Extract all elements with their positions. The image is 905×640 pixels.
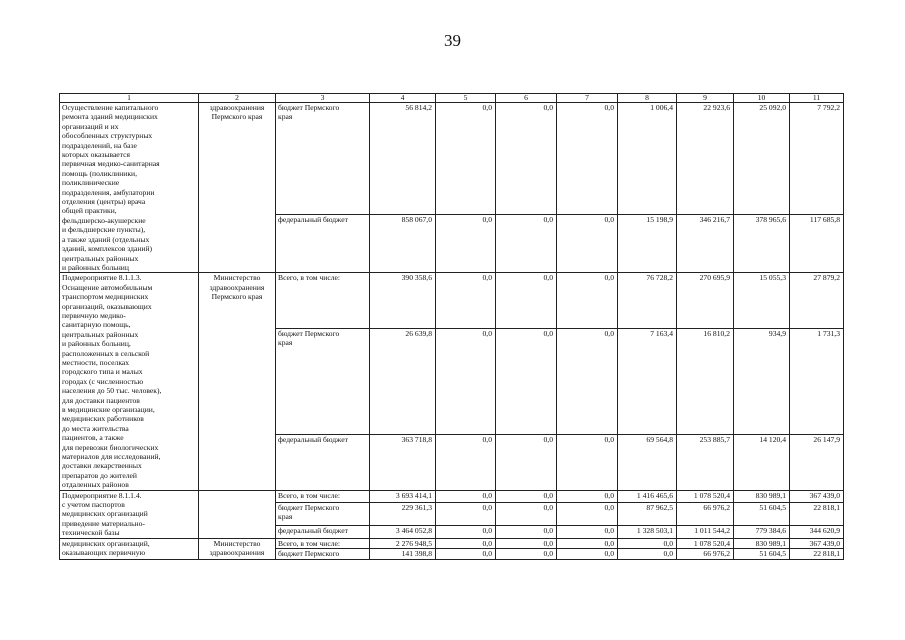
amount-cell: 0,0 xyxy=(436,490,496,502)
activity-description-line: отдаленных районов xyxy=(62,480,129,490)
activity-description-line: технической базы xyxy=(62,528,120,538)
funding-source-line: Всего, в том числе: xyxy=(278,538,340,548)
amount-cell: 346 216,7 xyxy=(677,214,734,273)
funding-source xyxy=(276,502,370,525)
page-number: 39 xyxy=(444,31,461,50)
amount-cell: 0,0 xyxy=(618,549,677,559)
amount-cell: 0,0 xyxy=(557,434,618,490)
funding-source-line: федеральный бюджет xyxy=(278,526,348,536)
activity-description-line: препаратов до жителей xyxy=(62,470,137,480)
amount-cell: 1 328 503,1 xyxy=(618,526,677,538)
amount-cell: 1 078 520,4 xyxy=(677,490,734,502)
amount-cell: 22 818,1 xyxy=(790,502,844,525)
activity-description-line: общей практики, xyxy=(62,206,117,216)
amount-cell: 3 693 414,1 xyxy=(370,490,436,502)
funding-source xyxy=(276,273,370,329)
amount-cell: 0,0 xyxy=(557,273,618,329)
amount-cell: 26 639,8 xyxy=(370,328,436,434)
amount-cell: 0,0 xyxy=(496,273,557,329)
activity-description-line: и районных больниц xyxy=(62,262,129,272)
amount-cell: 0,0 xyxy=(557,502,618,525)
activity-description-line: доставки лекарственных xyxy=(62,461,142,471)
activity-description xyxy=(60,538,199,559)
column-number: 7 xyxy=(557,94,618,103)
table-row xyxy=(60,490,844,502)
activity-description-line: первичная медико-санитарная xyxy=(62,159,160,169)
amount-cell: 87 962,5 xyxy=(618,502,677,525)
activity-description-line: Осуществление капитального xyxy=(62,103,159,112)
amount-cell: 0,0 xyxy=(496,103,557,215)
funding-source xyxy=(276,549,370,559)
amount-cell: 0,0 xyxy=(557,526,618,538)
table-row xyxy=(60,273,844,329)
funding-source-line: бюджет Пермского xyxy=(278,549,340,559)
budget-table xyxy=(59,93,844,560)
amount-cell: 0,0 xyxy=(557,549,618,559)
amount-cell: 15 198,9 xyxy=(618,214,677,273)
amount-cell: 779 384,6 xyxy=(734,526,790,538)
amount-cell: 14 120,4 xyxy=(734,434,790,490)
funding-source-line: края xyxy=(278,112,293,122)
amount-cell: 15 055,3 xyxy=(734,273,790,329)
amount-cell: 0,0 xyxy=(436,214,496,273)
funding-source xyxy=(276,103,370,215)
amount-cell: 0,0 xyxy=(496,490,557,502)
amount-cell: 830 989,1 xyxy=(734,538,790,548)
amount-cell: 2 276 948,5 xyxy=(370,538,436,548)
amount-cell: 0,0 xyxy=(496,214,557,273)
amount-cell: 0,0 xyxy=(496,328,557,434)
amount-cell: 0,0 xyxy=(557,328,618,434)
executor-line: здравоохранения xyxy=(209,548,265,558)
executor xyxy=(199,273,276,490)
activity-description-line: и фельдшерские пункты), xyxy=(62,225,146,235)
activity-description-line: подразделений, на базе xyxy=(62,140,137,150)
amount-cell: 0,0 xyxy=(496,434,557,490)
executor-line: здравоохранения xyxy=(209,103,265,112)
activity-description-line: первичную медико- xyxy=(62,310,126,320)
amount-cell: 0,0 xyxy=(618,538,677,548)
amount-cell: 51 604,5 xyxy=(734,502,790,525)
activity-description-line: центральных районных xyxy=(62,253,139,263)
executor-line: Пермского края xyxy=(211,112,263,122)
amount-cell: 3 464 052,8 xyxy=(370,526,436,538)
amount-cell: 0,0 xyxy=(496,549,557,559)
executor xyxy=(199,103,276,273)
activity-description-line: а также зданий (отдельных xyxy=(62,234,150,244)
executor-line: Министерство xyxy=(213,538,261,548)
column-number: 11 xyxy=(790,94,844,103)
column-number-row xyxy=(60,94,844,103)
funding-source-line: федеральный бюджет xyxy=(278,214,348,224)
amount-cell: 0,0 xyxy=(436,328,496,434)
amount-cell: 830 989,1 xyxy=(734,490,790,502)
amount-cell: 0,0 xyxy=(496,502,557,525)
amount-cell: 1 011 544,2 xyxy=(677,526,734,538)
activity-description-line: Оснащение автомобильным xyxy=(62,282,153,292)
funding-source xyxy=(276,490,370,502)
activity-description xyxy=(60,103,199,273)
amount-cell: 7 163,4 xyxy=(618,328,677,434)
amount-cell: 363 718,8 xyxy=(370,434,436,490)
activity-description-line: материалов для исследований, xyxy=(62,452,161,462)
activity-description-line: медицинских работников xyxy=(62,414,144,424)
amount-cell: 56 814,2 xyxy=(370,103,436,215)
column-number: 9 xyxy=(677,94,734,103)
activity-description-line: для перевозки биологических xyxy=(62,442,159,452)
activity-description xyxy=(60,273,199,490)
amount-cell: 51 604,5 xyxy=(734,549,790,559)
amount-cell: 0,0 xyxy=(436,103,496,215)
funding-source-line: бюджет Пермского xyxy=(278,328,340,338)
activity-description-line: Подмероприятие 8.1.1.4. xyxy=(62,490,142,500)
amount-cell: 69 564,8 xyxy=(618,434,677,490)
funding-source xyxy=(276,328,370,434)
amount-cell: 1 078 520,4 xyxy=(677,538,734,548)
funding-source-line: федеральный бюджет xyxy=(278,434,348,444)
funding-source xyxy=(276,434,370,490)
amount-cell: 76 728,2 xyxy=(618,273,677,329)
activity-description-line: санитарную помощь, xyxy=(62,320,131,330)
amount-cell: 25 092,0 xyxy=(734,103,790,215)
amount-cell: 26 147,9 xyxy=(790,434,844,490)
amount-cell: 16 810,2 xyxy=(677,328,734,434)
funding-source xyxy=(276,526,370,538)
amount-cell: 141 398,8 xyxy=(370,549,436,559)
activity-description-line: до места жительства xyxy=(62,423,129,433)
executor-line: Министерство xyxy=(213,273,261,283)
amount-cell: 390 358,6 xyxy=(370,273,436,329)
amount-cell: 0,0 xyxy=(436,526,496,538)
amount-cell: 7 792,2 xyxy=(790,103,844,215)
activity-description-line: фельдшерско-акушерские xyxy=(62,215,146,225)
column-number: 4 xyxy=(370,94,436,103)
activity-description-line: центральных районных xyxy=(62,329,139,339)
funding-source-line: Всего, в том числе: xyxy=(278,273,340,283)
funding-source xyxy=(276,214,370,273)
activity-description-line: отделения (центры) врача xyxy=(62,197,146,207)
funding-source-line: края xyxy=(278,338,293,348)
amount-cell: 66 976,2 xyxy=(677,549,734,559)
funding-source-line: бюджет Пермского xyxy=(278,103,340,112)
amount-cell: 0,0 xyxy=(557,103,618,215)
activity-description xyxy=(60,490,199,538)
table-row xyxy=(60,538,844,548)
amount-cell: 1 731,3 xyxy=(790,328,844,434)
amount-cell: 367 439,0 xyxy=(790,538,844,548)
activity-description-line: для доставки пациентов xyxy=(62,395,140,405)
activity-description-line: населения до 50 тыс. человек), xyxy=(62,386,162,396)
executor xyxy=(199,490,276,538)
amount-cell: 0,0 xyxy=(436,502,496,525)
amount-cell: 66 976,2 xyxy=(677,502,734,525)
activity-description-line: и районных больниц, xyxy=(62,339,131,349)
funding-source-line: бюджет Пермского xyxy=(278,502,340,512)
amount-cell: 934,9 xyxy=(734,328,790,434)
activity-description-line: которых оказывается xyxy=(62,150,130,160)
amount-cell: 0,0 xyxy=(557,490,618,502)
activity-description-line: с учетом паспортов xyxy=(62,500,125,510)
executor-line: Пермского края xyxy=(211,292,263,302)
funding-source-line: Всего, в том числе: xyxy=(278,490,340,500)
activity-description-line: зданий, комплексов зданий) xyxy=(62,244,153,254)
amount-cell: 117 685,8 xyxy=(790,214,844,273)
activity-description-line: организаций, оказывающих xyxy=(62,301,152,311)
amount-cell: 22 923,6 xyxy=(677,103,734,215)
activity-description-line: пациентов, а также xyxy=(62,433,124,443)
amount-cell: 0,0 xyxy=(496,526,557,538)
column-number: 5 xyxy=(436,94,496,103)
amount-cell: 1 416 465,6 xyxy=(618,490,677,502)
activity-description-line: помощь (поликлиники, xyxy=(62,168,137,178)
amount-cell: 0,0 xyxy=(557,214,618,273)
executor-line: здравоохранения xyxy=(209,282,265,292)
column-number: 8 xyxy=(618,94,677,103)
amount-cell: 22 818,1 xyxy=(790,549,844,559)
amount-cell: 858 067,0 xyxy=(370,214,436,273)
activity-description-line: Подмероприятие 8.1.1.3. xyxy=(62,273,142,283)
executor xyxy=(199,538,276,559)
activity-description-line: транспортом медицинских xyxy=(62,292,149,302)
amount-cell: 0,0 xyxy=(436,538,496,548)
activity-description-line: организаций и их xyxy=(62,121,119,131)
amount-cell: 0,0 xyxy=(496,538,557,548)
activity-description-line: подразделения, амбулатории xyxy=(62,187,155,197)
amount-cell: 0,0 xyxy=(436,549,496,559)
amount-cell: 0,0 xyxy=(436,273,496,329)
activity-description-line: городского типа и малых xyxy=(62,367,143,377)
amount-cell: 229 361,3 xyxy=(370,502,436,525)
activity-description-line: поликлинические xyxy=(62,178,120,188)
column-number: 1 xyxy=(60,94,199,103)
activity-description-line: медицинских организаций xyxy=(62,509,148,519)
amount-cell: 0,0 xyxy=(436,434,496,490)
column-number: 2 xyxy=(199,94,276,103)
activity-description-line: городах (с численностью xyxy=(62,376,144,386)
activity-description-line: в медицинские организации, xyxy=(62,405,155,414)
column-number: 3 xyxy=(276,94,370,103)
activity-description-line: расположенных в сельской xyxy=(62,348,150,358)
amount-cell: 270 695,9 xyxy=(677,273,734,329)
activity-description-line: приведение материально- xyxy=(62,518,145,528)
funding-source-line: края xyxy=(278,512,293,522)
amount-cell: 1 006,4 xyxy=(618,103,677,215)
activity-description-line: обособленных структурных xyxy=(62,131,153,141)
amount-cell: 344 620,9 xyxy=(790,526,844,538)
amount-cell: 378 965,6 xyxy=(734,214,790,273)
activity-description-line: оказывающих первичную xyxy=(62,548,146,558)
amount-cell: 367 439,0 xyxy=(790,490,844,502)
amount-cell: 0,0 xyxy=(557,538,618,548)
table-row xyxy=(60,103,844,215)
amount-cell: 27 879,2 xyxy=(790,273,844,329)
activity-description-line: местности, поселках xyxy=(62,357,130,367)
funding-source xyxy=(276,538,370,548)
column-number: 10 xyxy=(734,94,790,103)
amount-cell: 253 885,7 xyxy=(677,434,734,490)
activity-description-line: ремонта зданий медицинских xyxy=(62,112,158,122)
column-number: 6 xyxy=(496,94,557,103)
activity-description-line: медицинских организаций, xyxy=(62,538,150,548)
